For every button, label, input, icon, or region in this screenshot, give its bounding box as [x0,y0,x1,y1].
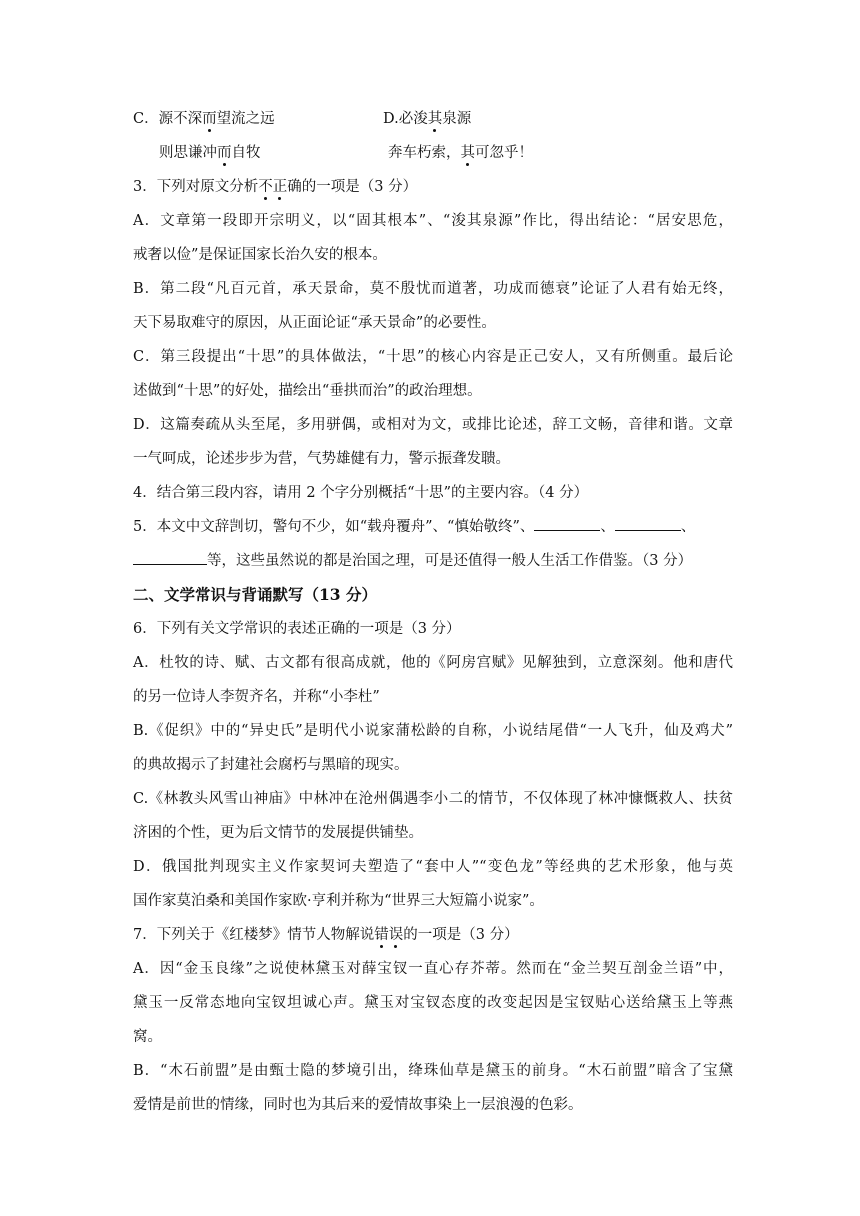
question-7 [133,925,733,945]
q3-option-b-line2: 天下易取难守的原因，从正面论证“承天景命”的必要性。 [133,315,496,331]
q7-option-b-line2: 爱情是前世的情缘，同时也为其后来的爱情故事染上一层浪漫的色彩。 [133,1097,583,1113]
question-4: 4．结合第三段内容，请用 2 个字分别概括“十思”的主要内容。（4 分） [133,485,589,501]
answer-blank[interactable] [615,517,681,531]
q3-option-c-line1: C．第三段提出“十思”的具体做法，“十思”的核心内容是正己安人，又有所侧重。最后论 [133,349,733,365]
q3-option-d-line1: D．这篇奏疏从头至尾，多用骈偶，或相对为文，或排比论述，辞工文畅，音律和谐。文章 [133,417,733,433]
question-5-line2 [133,551,733,571]
emphasis-char: 错 [374,927,389,943]
question-5-line1 [133,517,733,537]
q3-option-a-line2: 戒奢以俭”是保证国家长治久安的根本。 [133,247,387,263]
option-d-label: D.必浚 [383,111,428,127]
option-c-sub-end: 自牧 [231,145,261,161]
emphasis-char: 误 [388,927,404,943]
question-6: 6．下列有关文学常识的表述正确的一项是（3 分） [133,621,461,637]
emphasis-char: 而 [202,111,217,127]
q3-option-c-line2: 述做到“十思”的好处，描绘出“垂拱而治”的政治理想。 [133,383,482,399]
option-c-text-end: 望流之远 [216,111,275,127]
q3-option-b-line1: B．第二段“凡百元首，承天景命，莫不殷忧而道著，功成而德衰”论证了人君有始无终， [133,281,733,297]
option-d-sub-end: 可忽乎！ [475,145,533,161]
section-heading: 二、文学常识与背诵默写（13 分） [133,585,377,604]
separator: 、 [680,519,696,535]
q3-option-a-line1: A．文章第一段即开宗明义，以“固其根本”、“浚其泉源”作比，得出结论：“居安思危， [133,213,733,229]
q7-option-b-line1: B．“木石前盟”是由甄士隐的梦境引出，绛珠仙草是黛玉的前身。“木石前盟”暗含了宝黛 [133,1063,733,1079]
q7-option-a-line3: 窝。 [133,1029,162,1045]
answer-blank[interactable] [133,551,207,565]
q6-option-b-line1: B.《促织》中的“异史氏”是明代小说家蒲松龄的自称，小说结尾借“一人飞升，仙及鸡犬” [133,723,733,739]
separator: 、 [600,519,615,535]
option-d-sub-start: 奔车朽索， [388,145,461,161]
q7-option-a-line2: 黛玉一反常态地向宝钗坦诚心声。黛玉对宝钗态度的改变起因是宝钗贴心送给黛玉上等燕 [133,995,733,1011]
option-c-sub-line [133,143,759,163]
question-3-text: 3．下列对原文分析 [133,179,259,195]
q6-option-d-line2: 国作家莫泊桑和美国作家欧·亨利并称为“世界三大短篇小说家”。 [133,893,544,909]
q6-option-a-line2: 的另一位诗人李贺齐名，并称“小李杜” [133,689,380,705]
option-d-end: 泉源 [442,111,472,127]
q6-option-d-line1: D．俄国批判现实主义作家契诃夫塑造了“套中人”“变色龙”等经典的艺术形象，他与英 [133,859,733,875]
question-5-text: 5．本文中文辞剀切，警句不少，如“载舟覆舟”、“慎始敬终”、 [133,519,535,535]
question-7-text: 7．下列关于《红楼梦》情节人物解说 [133,927,375,943]
q6-option-b-line2: 的典故揭示了封建社会腐朽与黑暗的现实。 [133,757,409,773]
q7-option-a-line1: A．因“金玉良缘”之说使林黛玉对薛宝钗一直心存芥蒂。然而在“金兰契互剖金兰语”中， [133,961,733,977]
option-d-sub-text [388,143,533,163]
emphasis-char: 不 [258,179,273,195]
emphasis-char: 正 [272,179,288,195]
option-c-sub-text: 则思谦冲 [159,145,217,161]
q6-option-c-line1: C.《林教头风雪山神庙》中林冲在沧州偶遇李小二的情节，不仅体现了林冲慷慨救人、扶贫 [133,791,733,807]
question-3-end: 确的一项是（3 分） [287,179,418,195]
question-3 [133,177,733,197]
emphasis-char: 其 [460,145,475,161]
option-c-line [133,109,733,129]
emphasis-char: 而 [217,145,232,161]
option-d-text [383,109,471,129]
q6-option-a-line1: A．杜牧的诗、赋、古文都有很高成就，他的《阿房宫赋》见解独到，立意深刻。他和唐代 [133,655,733,671]
answer-blank[interactable] [534,517,600,531]
q6-option-c-line2: 济困的个性，更为后文情节的发展提供铺垫。 [133,825,423,841]
question-5-end: 等，这些虽然说的都是治国之理，可是还值得一般人生活工作借鉴。（3 分） [207,553,693,569]
option-c-text: C．源不深 [133,111,203,127]
question-7-end: 的一项是（3 分） [403,927,519,943]
q3-option-d-line2: 一气呵成，论述步步为营，气势雄健有力，警示振聋发聩。 [133,451,510,467]
emphasis-char: 其 [427,111,443,127]
